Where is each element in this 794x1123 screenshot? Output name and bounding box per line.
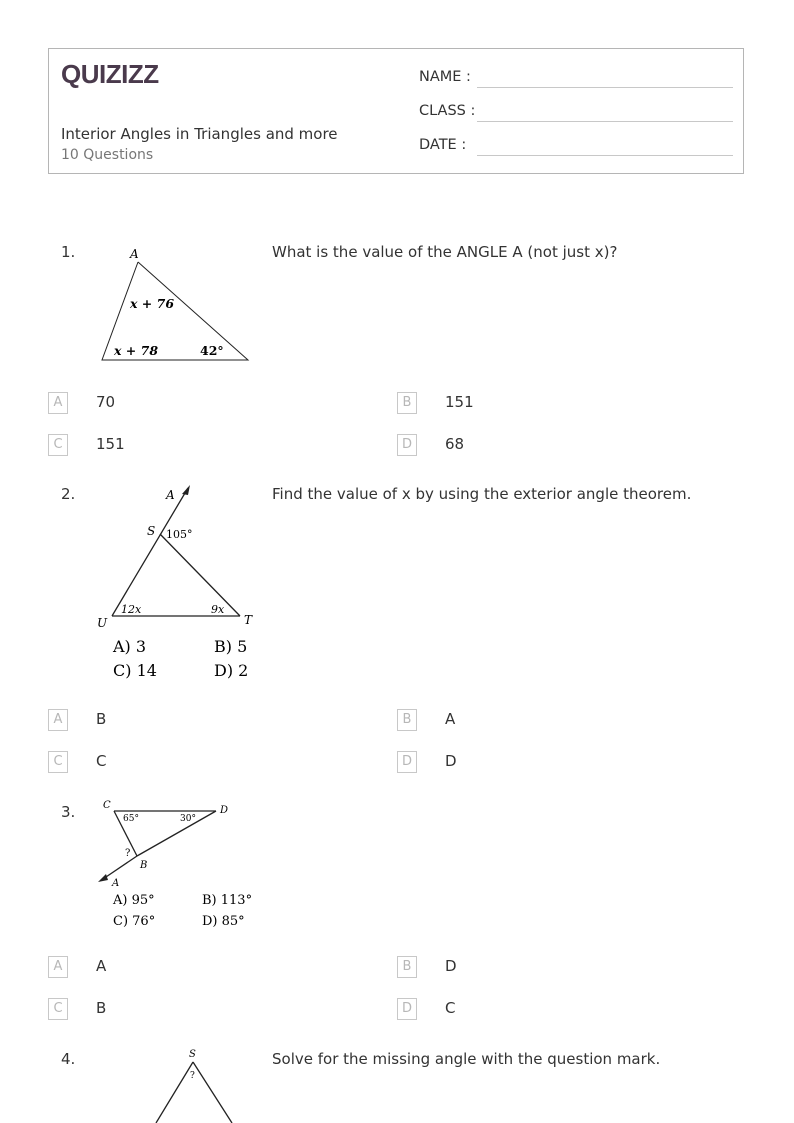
triangle-figure <box>94 798 264 932</box>
figure-label: x + 78 <box>114 343 159 358</box>
option-value: A <box>96 957 107 975</box>
choice-label: A) 3 <box>113 637 147 656</box>
option-value: D <box>445 957 457 975</box>
question-text: What is the value of the ANGLE A (not just x)? <box>272 243 618 261</box>
figure-label: B <box>140 860 148 871</box>
figure-label: A <box>130 247 139 261</box>
choice-label: D) 2 <box>214 661 249 680</box>
name-line <box>477 87 733 88</box>
choice-label: D) 85° <box>202 914 245 929</box>
figure-label: 30° <box>180 814 196 824</box>
figure-label: 65° <box>123 814 139 824</box>
option-value: C <box>445 999 456 1017</box>
figure-label: 12x <box>121 603 142 616</box>
question-number: 4. <box>61 1050 76 1068</box>
option-letter: A <box>48 392 68 414</box>
figure-label: x + 76 <box>130 296 175 311</box>
figure-label: 9x <box>211 603 225 616</box>
question-number: 3. <box>61 803 76 821</box>
question-text: Find the value of x by using the exterior angle theorem. <box>272 485 692 503</box>
option-letter: A <box>48 709 68 731</box>
date-label: DATE : <box>419 137 467 153</box>
class-label: CLASS : <box>419 103 476 119</box>
option-value: C <box>96 752 107 770</box>
class-line <box>477 121 733 122</box>
class-field[interactable] <box>419 103 475 119</box>
choice-label: B) 113° <box>202 893 253 908</box>
triangle-figure <box>92 482 262 684</box>
figure-label: 105° <box>166 528 193 541</box>
option-letter: D <box>397 751 417 773</box>
question-text: Solve for the missing angle with the question mark. <box>272 1050 661 1068</box>
name-label: NAME : <box>419 69 471 85</box>
option-letter: C <box>48 998 68 1020</box>
figure-label: ? <box>190 1071 195 1081</box>
worksheet-title: Interior Angles in Triangles and more <box>61 125 338 143</box>
option-letter: B <box>397 392 417 414</box>
figure-label: S <box>189 1049 196 1060</box>
choice-label: B) 5 <box>214 637 248 656</box>
question-count: 10 Questions <box>61 147 154 163</box>
figure-label: ? <box>125 848 131 859</box>
figure-label: A <box>166 488 175 502</box>
option-value: 151 <box>445 393 474 411</box>
figure-label: U <box>97 616 108 630</box>
question-number: 2. <box>61 485 76 503</box>
option-value: 68 <box>445 435 465 453</box>
figure-label: S <box>147 524 156 538</box>
option-letter: C <box>48 751 68 773</box>
option-value: B <box>96 999 107 1017</box>
option-letter: D <box>397 998 417 1020</box>
option-letter: B <box>397 956 417 978</box>
worksheet-header <box>48 48 744 174</box>
choice-label: C) 76° <box>113 914 156 929</box>
option-letter: A <box>48 956 68 978</box>
triangle-figure <box>96 244 256 366</box>
option-value: 70 <box>96 393 116 411</box>
option-value: A <box>445 710 456 728</box>
option-value: 151 <box>96 435 125 453</box>
name-field[interactable] <box>419 69 471 85</box>
option-value: B <box>96 710 107 728</box>
option-letter: C <box>48 434 68 456</box>
choice-label: A) 95° <box>113 893 155 908</box>
triangle-figure <box>150 1046 240 1123</box>
option-letter: B <box>397 709 417 731</box>
figure-label: A <box>112 878 120 889</box>
choice-label: C) 14 <box>113 661 157 680</box>
date-field[interactable] <box>419 137 466 153</box>
option-letter: D <box>397 434 417 456</box>
figure-label: D <box>220 805 229 816</box>
question-number: 1. <box>61 243 76 261</box>
date-line <box>477 155 733 156</box>
option-value: D <box>445 752 457 770</box>
quizizz-logo: QUIZIZZ <box>61 59 159 89</box>
figure-label: C <box>103 800 111 811</box>
figure-label: 42° <box>200 343 224 358</box>
figure-label: T <box>244 613 253 627</box>
